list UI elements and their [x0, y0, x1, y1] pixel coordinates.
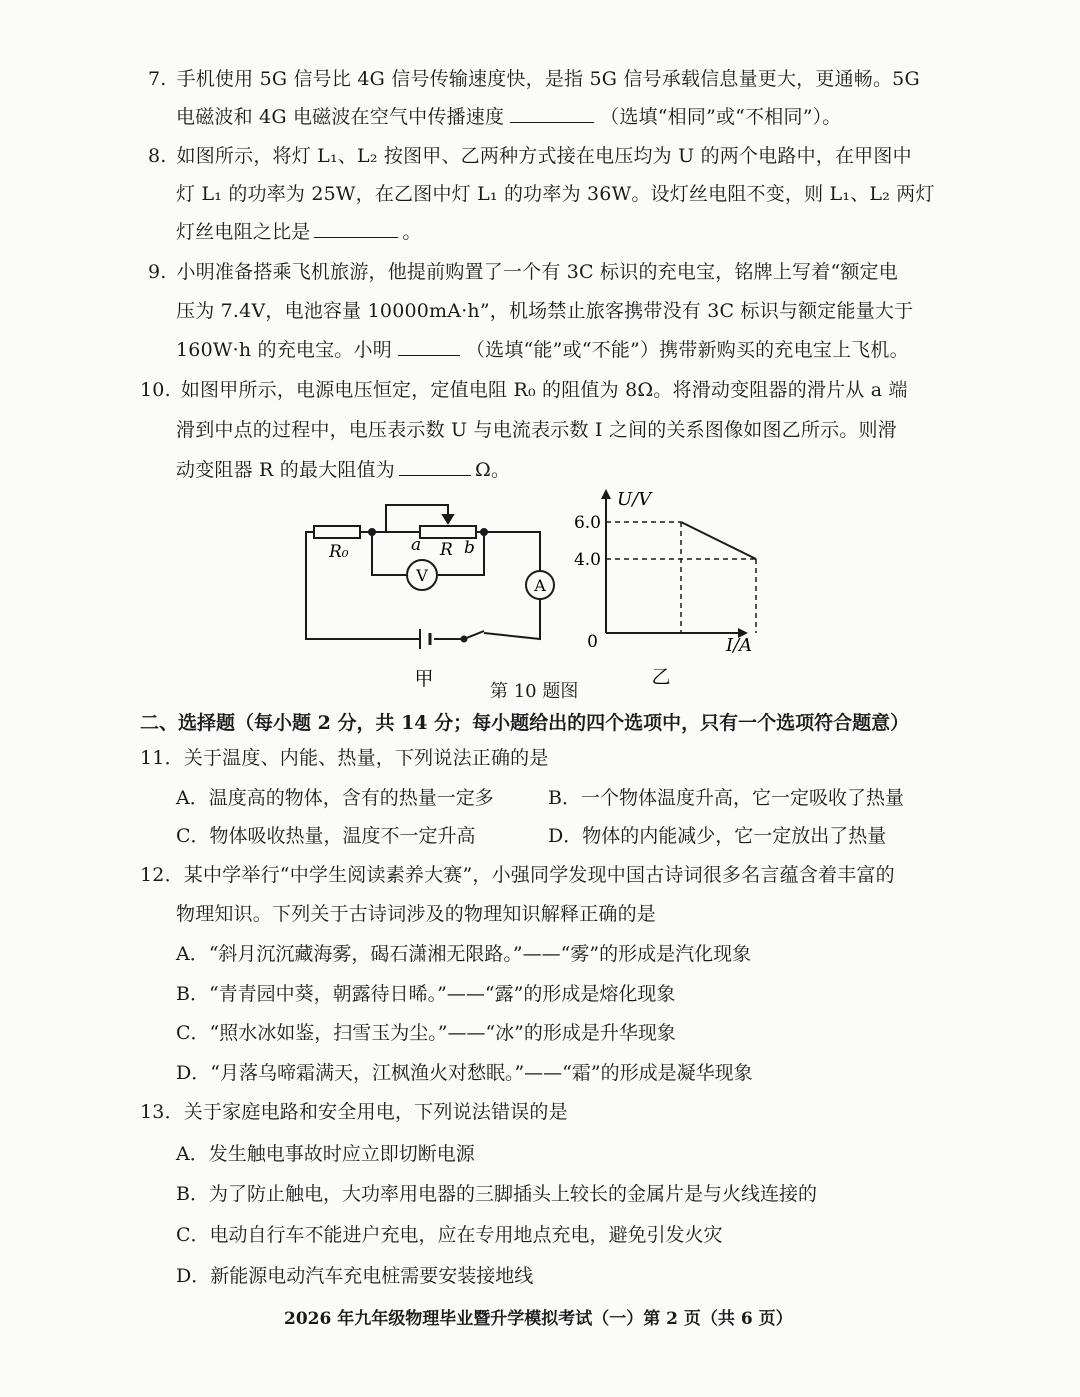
r0-label: R₀ [329, 542, 349, 562]
q10-line2: 滑到中点的过程中，电压表示数 U 与电流表示数 I 之间的关系图像如图乙所示。则滑 [176, 419, 897, 441]
q8-line1: 8. 如图所示，将灯 L₁、L₂ 按图甲、乙两种方式接在电压均为 U 的两个电路中，在甲图中 [148, 145, 912, 167]
b-label: b [464, 538, 475, 558]
q7-line1: 7. 手机使用 5G 信号比 4G 信号传输速度快，是指 5G 信号承载信息量更大，更通畅。5G [148, 68, 920, 90]
y-tick-6: 6.0 [573, 513, 601, 533]
q7-line2: 电磁波和 4G 电磁波在空气中传播速度 （选填“相同”或“不相同”）。 [176, 106, 842, 128]
ammeter-label: A [534, 576, 546, 595]
u-i-segment [681, 522, 756, 559]
voltmeter-wire-left [372, 532, 406, 575]
q9-number: 9. [148, 261, 167, 283]
q11-stem: 11．关于温度、内能、热量，下列说法正确的是 [140, 747, 549, 769]
q10-line1: 10. 如图甲所示，电源电压恒定，定值电阻 R₀ 的阻值为 8Ω。将滑动变阻器的滑片从 a 端 [140, 379, 908, 401]
q13-option-c[interactable]: C．电动自行车不能进户充电，应在专用地点充电，避免引发火灾 [176, 1224, 723, 1246]
page-footer: 2026 年九年级物理毕业暨升学模拟考试（一）第 2 页（共 6 页） [284, 1309, 793, 1329]
label-yi: 乙 [651, 666, 671, 688]
u-i-graph [601, 489, 756, 638]
q12-option-a[interactable]: A．“斜月沉沉藏海雾，碣石潇湘无限路。”——“雾”的形成是汽化现象 [176, 943, 752, 965]
q12-option-c[interactable]: C．“照水冰如鉴，扫雪玉为尘。”——“冰”的形成是升华现象 [176, 1022, 676, 1044]
y-axis-arrow [601, 489, 611, 499]
section-2-title: 二、选择题（每小题 2 分，共 14 分；每小题给出的四个选项中，只有一个选项符合题意） [140, 712, 910, 734]
q12-stem-line1: 12．某中学举行“中学生阅读素养大赛”，小强同学发现中国古诗词很多名言蕴含着丰富的 [140, 864, 895, 886]
slider-arrow[interactable] [443, 515, 453, 523]
q11-option-a[interactable]: A．温度高的物体，含有的热量一定多 [176, 787, 494, 809]
q8-line3: 灯丝电阻之比是 。 [176, 221, 422, 243]
q13-option-b[interactable]: B．为了防止触电，大功率用电器的三脚插头上较长的金属片是与火线连接的 [176, 1183, 817, 1205]
q7-answer-blank[interactable] [510, 104, 594, 123]
q9-answer-blank[interactable] [398, 337, 460, 356]
q11-option-d[interactable]: D．物体的内能减少，它一定放出了热量 [548, 825, 887, 847]
switch-blade[interactable] [464, 631, 484, 639]
circuit-wire-right [484, 532, 540, 571]
figure-caption: 第 10 题图 [490, 681, 579, 702]
q12-option-b[interactable]: B．“青青园中葵，朝露待日晞。”——“露”的形成是熔化现象 [176, 983, 676, 1005]
q13-option-a[interactable]: A．发生触电事故时应立即切断电源 [176, 1143, 475, 1165]
q11-option-b[interactable]: B．一个物体温度升高，它一定吸收了热量 [548, 787, 904, 809]
voltmeter-label: V [416, 566, 428, 585]
q12-stem-line2: 物理知识。下列关于古诗词涉及的物理知识解释正确的是 [176, 903, 657, 925]
q11-option-c[interactable]: C．物体吸收热量，温度不一定升高 [176, 825, 476, 847]
junction-dot-left [369, 529, 375, 535]
q10-line3: 动变阻器 R 的最大阻值为 Ω。 [176, 459, 511, 481]
q10-answer-blank[interactable] [399, 457, 471, 476]
circuit-diagram [306, 505, 554, 649]
y-axis-label: U/V [617, 489, 652, 510]
circuit-wire-left [306, 532, 420, 639]
q12-option-d[interactable]: D．“月落乌啼霜满天，江枫渔火对愁眠。”——“霜”的形成是凝华现象 [176, 1062, 753, 1084]
q10-number: 10. [140, 379, 171, 401]
q7-number: 7. [148, 68, 167, 90]
q8-number: 8. [148, 145, 167, 167]
q9-line2: 压为 7.4V，电池容量 10000mA·h”，机场禁止旅客携带没有 3C 标识与额定能量大于 [176, 300, 914, 322]
rheostat-r [420, 526, 476, 538]
q13-stem: 13．关于家庭电路和安全用电，下列说法错误的是 [140, 1101, 568, 1123]
q9-line1: 9. 小明准备搭乘飞机旅游，他提前购置了一个有 3C 标识的充电宝，铭牌上写着“额定电 [148, 261, 898, 283]
label-jia: 甲 [414, 668, 434, 690]
circuit-wire-bottom-right [484, 599, 540, 639]
y-tick-4: 4.0 [573, 550, 601, 570]
q8-answer-blank[interactable] [314, 219, 398, 238]
origin-label: 0 [587, 632, 598, 652]
q8-line2: 灯 L₁ 的功率为 25W，在乙图中灯 L₁ 的功率为 36W。设灯丝电阻不变，则 L₁、L₂ 两灯 [176, 183, 935, 205]
x-axis-label: I/A [726, 635, 753, 656]
r0-resistor [314, 526, 360, 538]
a-label: a [411, 535, 422, 555]
r-label: R [440, 540, 453, 560]
q13-option-d[interactable]: D．新能源电动汽车充电桩需要安装接地线 [176, 1265, 534, 1287]
q9-line3: 160W·h 的充电宝。小明 （选填“能”或“不能”）携带新购买的充电宝上飞机。 [176, 339, 909, 361]
junction-dot-right [481, 529, 487, 535]
